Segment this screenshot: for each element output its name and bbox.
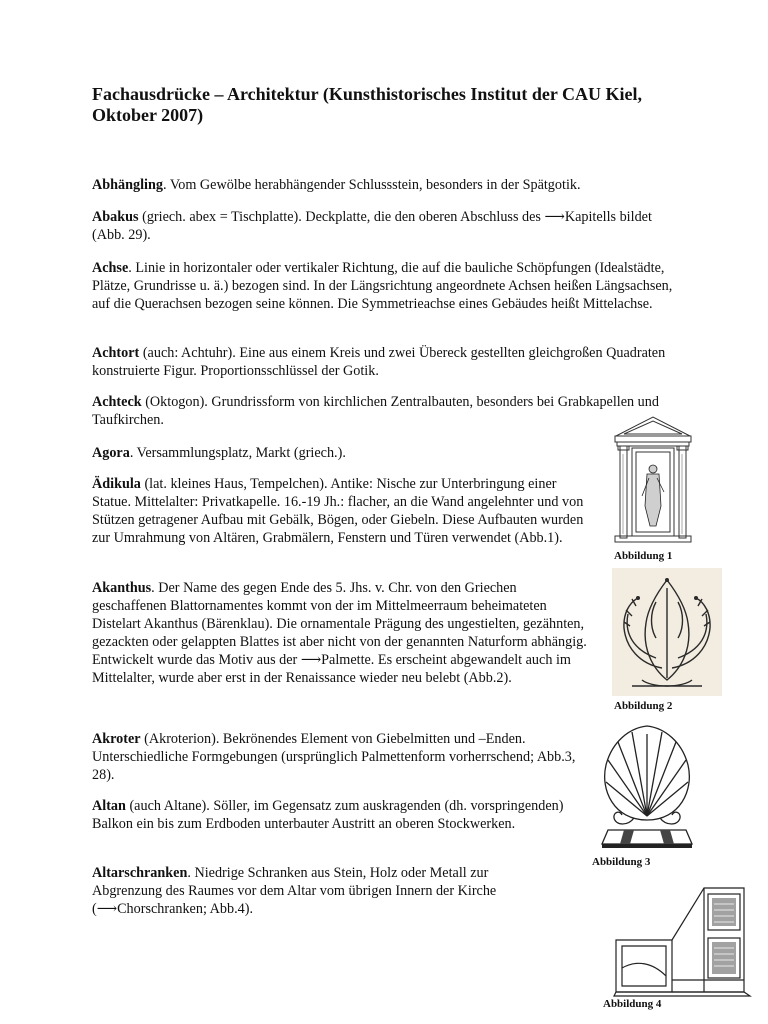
entry-text: . Linie in horizontaler oder vertikaler Richtung, die auf die bauliche Schöpfungen (Idealstädte, Plätze, Grundrisse u. ä.) bezogen sind. In der Längsrichtung angeordnete Achsen heißen Längsachsen, auf die Querachsen bezogen seine können. Die Symmetrieachse eines Gebäudes heißt Mittelachse.: [92, 260, 673, 312]
entry-altan: [92, 797, 582, 833]
entry-text: (griech. abex = Tischplatte). Deckplatte, die den oberen Abschluss des ⟶Kapitells bildet (Abb. 29).: [92, 209, 652, 243]
entry-text: (lat. kleines Haus, Tempelchen). Antike: Nische zur Unterbringung einer Statue. Mittelalter: Privatkapelle. 16.-19 Jh.: flacher, an die Wand angelehnter und von Stützen getragener Aufbau mit Gebälk, Bögen, oder Giebeln. Diese Aufbauten wurden zur Umrahmung von Altären, Grabmälern, Fenstern und Türen verwendet (Abb.1).: [92, 476, 584, 546]
aedicula-illustration-icon: [612, 414, 694, 544]
entry-term: Abhängling: [92, 177, 163, 193]
acanthus-illustration-icon: [612, 568, 722, 696]
altar-screen-illustration-icon: [612, 880, 754, 998]
entry-term: Akanthus: [92, 580, 152, 596]
entry-text: (auch: Achtuhr). Eine aus einem Kreis und zwei Übereck gestellten gleichgroßen Quadraten konstruierte Figur. Proportionsschlüssel der Gotik.: [92, 345, 666, 379]
entry-achteck: [92, 393, 692, 429]
entry-text: (auch Altane). Söller, im Gegensatz zum auskragenden (dh. vorspringenden) Balkon ein bis zum Erdboden unterbauter Austritt an oberen Stockwerken.: [92, 798, 564, 832]
entry-term: Altan: [92, 798, 126, 814]
entry-abhaengling: [92, 176, 682, 194]
entry-akanthus: [92, 579, 592, 687]
entry-term: Agora: [92, 445, 130, 461]
entry-term: Akroter: [92, 731, 141, 747]
entry-text: . Der Name des gegen Ende des 5. Jhs. v. Chr. von den Griechen geschaffenen Blattornamentes kommt von der im Mittelmeerraum beheimateten Distelart Akanthus (Bärenklau). Die ornamentale Prägung des ungestielten, gezähnten, gezackten oder gelappten Blattes ist aber nicht von der genannten Naturform abhängig. Entwickelt wurde das Motiv aus der ⟶Palmette. Es erscheint abgewandelt auch im Mittelalter, wurde aber erst in der Renaissance wieder neu belebt (Abb.2).: [92, 580, 587, 686]
entry-text: . Vom Gewölbe herabhängender Schlussstein, besonders in der Spätgotik.: [162, 177, 581, 193]
entry-text: (Oktogon). Grundrissform von kirchlichen Zentralbauten, besonders bei Grabkapellen und Taufkirchen.: [92, 394, 659, 428]
figure-caption-2: Abbildung 2: [614, 700, 673, 712]
entry-term: Altarschranken: [92, 865, 188, 881]
entry-term: Abakus: [92, 209, 139, 225]
entry-term: Achteck: [92, 394, 142, 410]
entry-achtort: [92, 344, 682, 380]
entry-text: . Versammlungsplatz, Markt (griech.).: [129, 445, 346, 461]
entry-abakus: [92, 208, 682, 244]
entry-altarschranken: [92, 864, 547, 918]
figure-caption-1: Abbildung 1: [614, 550, 673, 562]
entry-term: Ädikula: [92, 476, 141, 492]
entry-text: (Akroterion). Bekrönendes Element von Giebelmitten und –Enden. Unterschiedliche Formgebungen (ursprünglich Palmettenform vorherrschend; Abb.3, 28).: [92, 731, 576, 783]
figure-caption-4: Abbildung 4: [603, 998, 662, 1010]
figure-caption-3: Abbildung 3: [592, 856, 651, 868]
entry-aedikula: [92, 475, 589, 547]
entry-term: Achtort: [92, 345, 140, 361]
entry-text: . Niedrige Schranken aus Stein, Holz oder Metall zur Abgrenzung des Raumes vor dem Altar vom übrigen Innern der Kirche (⟶Chorschranken; Abb.4).: [92, 865, 497, 917]
entry-term: Achse: [92, 260, 129, 276]
entry-achse: [92, 259, 682, 313]
entry-akroter: [92, 730, 582, 784]
entry-agora: [92, 444, 582, 462]
page-title: Fachausdrücke – Architektur (Kunsthistorisches Institut der CAU Kiel, Oktober 2007): [92, 84, 643, 125]
acroterion-illustration-icon: [594, 720, 700, 850]
